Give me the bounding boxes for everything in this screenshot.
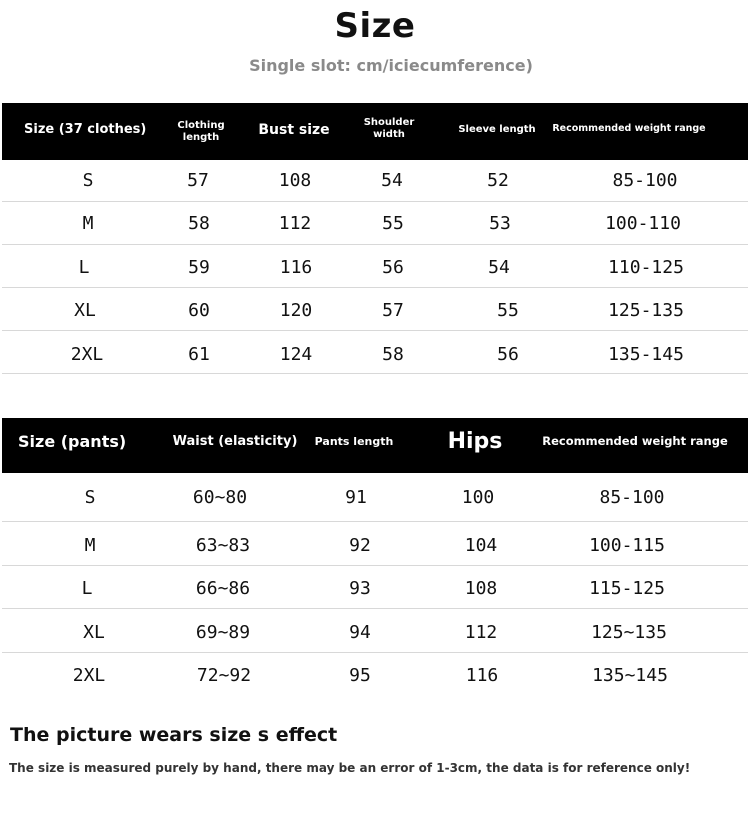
hips-cell: 108 bbox=[464, 578, 498, 599]
size-cell: XL bbox=[83, 622, 105, 643]
tops-header-sleeve-length: Sleeve length bbox=[458, 124, 536, 135]
size-cell: M bbox=[84, 535, 96, 556]
pants-length-cell: 94 bbox=[349, 622, 371, 643]
row-divider bbox=[2, 652, 748, 653]
sleeve-length-cell: 54 bbox=[488, 257, 510, 278]
weight-range-cell: 100-115 bbox=[589, 535, 665, 556]
bust-size-cell: 124 bbox=[279, 344, 313, 365]
shoulder-width-cell: 54 bbox=[381, 170, 403, 191]
waist-cell: 63~83 bbox=[195, 535, 251, 556]
size-cell: 2XL bbox=[70, 344, 104, 365]
bust-size-cell: 116 bbox=[279, 257, 313, 278]
clothing-length-cell: 57 bbox=[187, 170, 209, 191]
row-divider bbox=[2, 287, 748, 288]
size-cell: S bbox=[84, 487, 96, 508]
footer-title: The picture wears size s effect bbox=[10, 724, 338, 746]
row-divider bbox=[2, 521, 748, 522]
page-subtitle: Single slot: cm/iciecumference) bbox=[249, 56, 533, 75]
clothing-length-cell: 60 bbox=[188, 300, 210, 321]
weight-range-cell: 85-100 bbox=[612, 170, 678, 191]
pants-length-cell: 92 bbox=[349, 535, 371, 556]
bust-size-cell: 108 bbox=[278, 170, 312, 191]
tops-header-clothing-length: Clothing length bbox=[177, 120, 225, 143]
sleeve-length-cell: 53 bbox=[489, 213, 511, 234]
pants-header-hips: Hips bbox=[447, 429, 503, 454]
sleeve-length-cell: 56 bbox=[497, 344, 519, 365]
tops-header-weight-range: Recommended weight range bbox=[552, 123, 706, 134]
hips-cell: 104 bbox=[464, 535, 498, 556]
tops-table-header bbox=[2, 103, 748, 160]
tops-header-size: Size (37 clothes) bbox=[24, 122, 147, 137]
pants-header-weight-range: Recommended weight range bbox=[542, 434, 728, 448]
size-cell: 2XL bbox=[72, 665, 106, 686]
shoulder-width-cell: 56 bbox=[382, 257, 404, 278]
size-cell: XL bbox=[74, 300, 96, 321]
shoulder-width-cell: 57 bbox=[382, 300, 404, 321]
pants-length-cell: 93 bbox=[349, 578, 371, 599]
weight-range-cell: 85-100 bbox=[599, 487, 665, 508]
shoulder-width-cell: 58 bbox=[382, 344, 404, 365]
waist-cell: 60~80 bbox=[192, 487, 248, 508]
bust-size-cell: 112 bbox=[278, 213, 312, 234]
row-divider bbox=[2, 373, 748, 374]
pants-header-size: Size (pants) bbox=[18, 432, 127, 451]
weight-range-cell: 125~135 bbox=[591, 622, 667, 643]
weight-range-cell: 100-110 bbox=[605, 213, 681, 234]
size-cell: M bbox=[82, 213, 94, 234]
row-divider bbox=[2, 244, 748, 245]
hips-cell: 112 bbox=[464, 622, 498, 643]
tops-header-bust-size: Bust size bbox=[258, 122, 330, 138]
hips-cell: 100 bbox=[461, 487, 495, 508]
pants-length-cell: 95 bbox=[349, 665, 371, 686]
row-divider bbox=[2, 565, 748, 566]
waist-cell: 72~92 bbox=[196, 665, 252, 686]
pants-table-header bbox=[2, 418, 748, 473]
clothing-length-cell: 61 bbox=[188, 344, 210, 365]
page-title: Size bbox=[334, 6, 416, 46]
pants-length-cell: 91 bbox=[345, 487, 367, 508]
pants-header-pants-length: Pants length bbox=[314, 435, 394, 448]
hips-cell: 116 bbox=[465, 665, 499, 686]
sleeve-length-cell: 55 bbox=[497, 300, 519, 321]
waist-cell: 69~89 bbox=[195, 622, 251, 643]
weight-range-cell: 135~145 bbox=[592, 665, 668, 686]
row-divider bbox=[2, 201, 748, 202]
size-cell: L bbox=[81, 578, 93, 599]
weight-range-cell: 115-125 bbox=[589, 578, 665, 599]
weight-range-cell: 125-135 bbox=[608, 300, 684, 321]
clothing-length-cell: 59 bbox=[188, 257, 210, 278]
row-divider bbox=[2, 608, 748, 609]
footer-note: The size is measured purely by hand, there may be an error of 1-3cm, the data is for reference only! bbox=[9, 761, 691, 775]
waist-cell: 66~86 bbox=[195, 578, 251, 599]
row-divider bbox=[2, 330, 748, 331]
sleeve-length-cell: 52 bbox=[487, 170, 509, 191]
tops-header-shoulder-width: Shoulder width bbox=[363, 117, 415, 140]
weight-range-cell: 135-145 bbox=[608, 344, 684, 365]
size-cell: S bbox=[82, 170, 94, 191]
size-cell: L bbox=[78, 257, 90, 278]
bust-size-cell: 120 bbox=[279, 300, 313, 321]
pants-header-waist: Waist (elasticity) bbox=[172, 434, 298, 449]
shoulder-width-cell: 55 bbox=[382, 213, 404, 234]
weight-range-cell: 110-125 bbox=[608, 257, 684, 278]
clothing-length-cell: 58 bbox=[188, 213, 210, 234]
